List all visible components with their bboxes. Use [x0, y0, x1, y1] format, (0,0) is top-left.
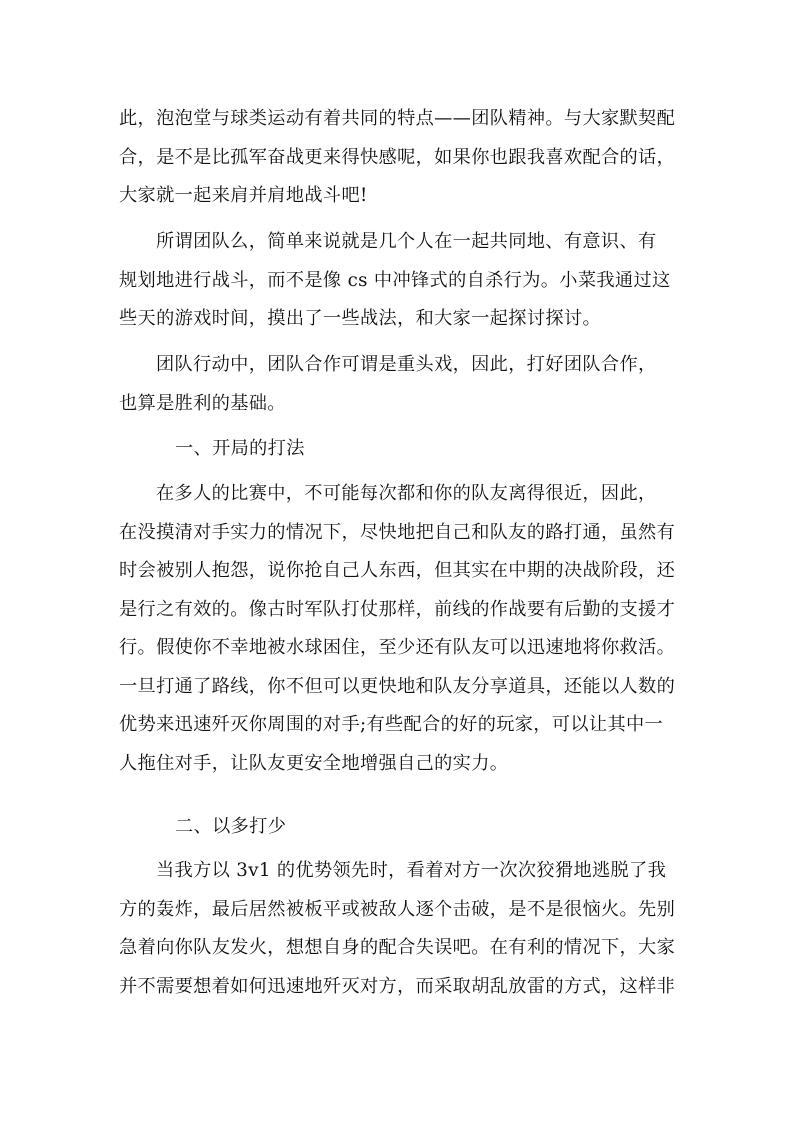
text-line: 些天的游戏时间，摸出了一些战法，和大家一起探讨探讨。	[119, 308, 601, 329]
text-line: 合，是不是比孤军奋战更来得快感呢，如果你也跟我喜欢配合的话，	[119, 146, 676, 168]
text-line: 是行之有效的。像古时军队打仗那样，前线的作战要有后勤的支援才	[119, 598, 676, 620]
section-heading-outnumber: 二、以多打少	[175, 816, 287, 837]
text-line: 优势来迅速歼灭你周围的对手;有些配合的好的玩家，可以让其中一	[119, 714, 664, 735]
text-line: 并不需要想着如何迅速地歼灭对方，而采取胡乱放雷的方式，这样非	[119, 975, 676, 997]
text-line: 团队行动中，团队合作可谓是重头戏，因此，打好团队合作，	[156, 354, 657, 375]
text-line: 规划地进行战斗，而不是像 cs 中冲锋式的自杀行为。小菜我通过这	[119, 269, 671, 291]
text-line: 此，泡泡堂与球类运动有着共同的特点——团队精神。与大家默契配	[119, 108, 676, 129]
text-line: 急着向你队友发火，想想自身的配合失误吧。在有利的情况下，大家	[119, 937, 676, 958]
text-line: 行。假使你不幸地被水球困住，至少还有队友可以迅速地将你救活。	[119, 637, 676, 658]
text-line: 当我方以 3v1 的优势领先时，看着对方一次次狡猾地逃脱了我	[156, 860, 667, 881]
paragraph-team-action	[119, 346, 677, 423]
section-heading-opening: 一、开局的打法	[175, 438, 305, 459]
text-line: 大家就一起来肩并肩地战斗吧!	[119, 185, 368, 206]
text-line: 时会被别人抱怨，说你抢自己人东西，但其实在中期的决战阶段，还	[119, 560, 676, 581]
paragraph-what-is-team	[119, 223, 677, 339]
text-line: 方的轰炸，最后居然被板平或被敌人逐个击破，是不是很恼火。先别	[119, 898, 676, 920]
paragraph-opening-strategy	[119, 475, 677, 783]
text-line: 所谓团队么，简单来说就是几个人在一起共同地、有意识、有	[156, 231, 657, 252]
text-line: 也算是胜利的基础。	[119, 392, 286, 414]
text-line: 在多人的比赛中，不可能每次都和你的队友离得很近，因此，	[156, 483, 657, 504]
text-line: 一旦打通了路线，你不但可以更快地和队友分享道具，还能以人数的	[119, 675, 676, 697]
paragraph-outnumber-strategy	[119, 852, 677, 1006]
paragraph-team-spirit	[119, 100, 677, 216]
text-line: 在没摸清对手实力的情况下，尽快地把自己和队友的路打通，虽然有	[119, 521, 676, 543]
text-line: 人拖住对手，让队友更安全地增强自己的实力。	[119, 752, 509, 774]
